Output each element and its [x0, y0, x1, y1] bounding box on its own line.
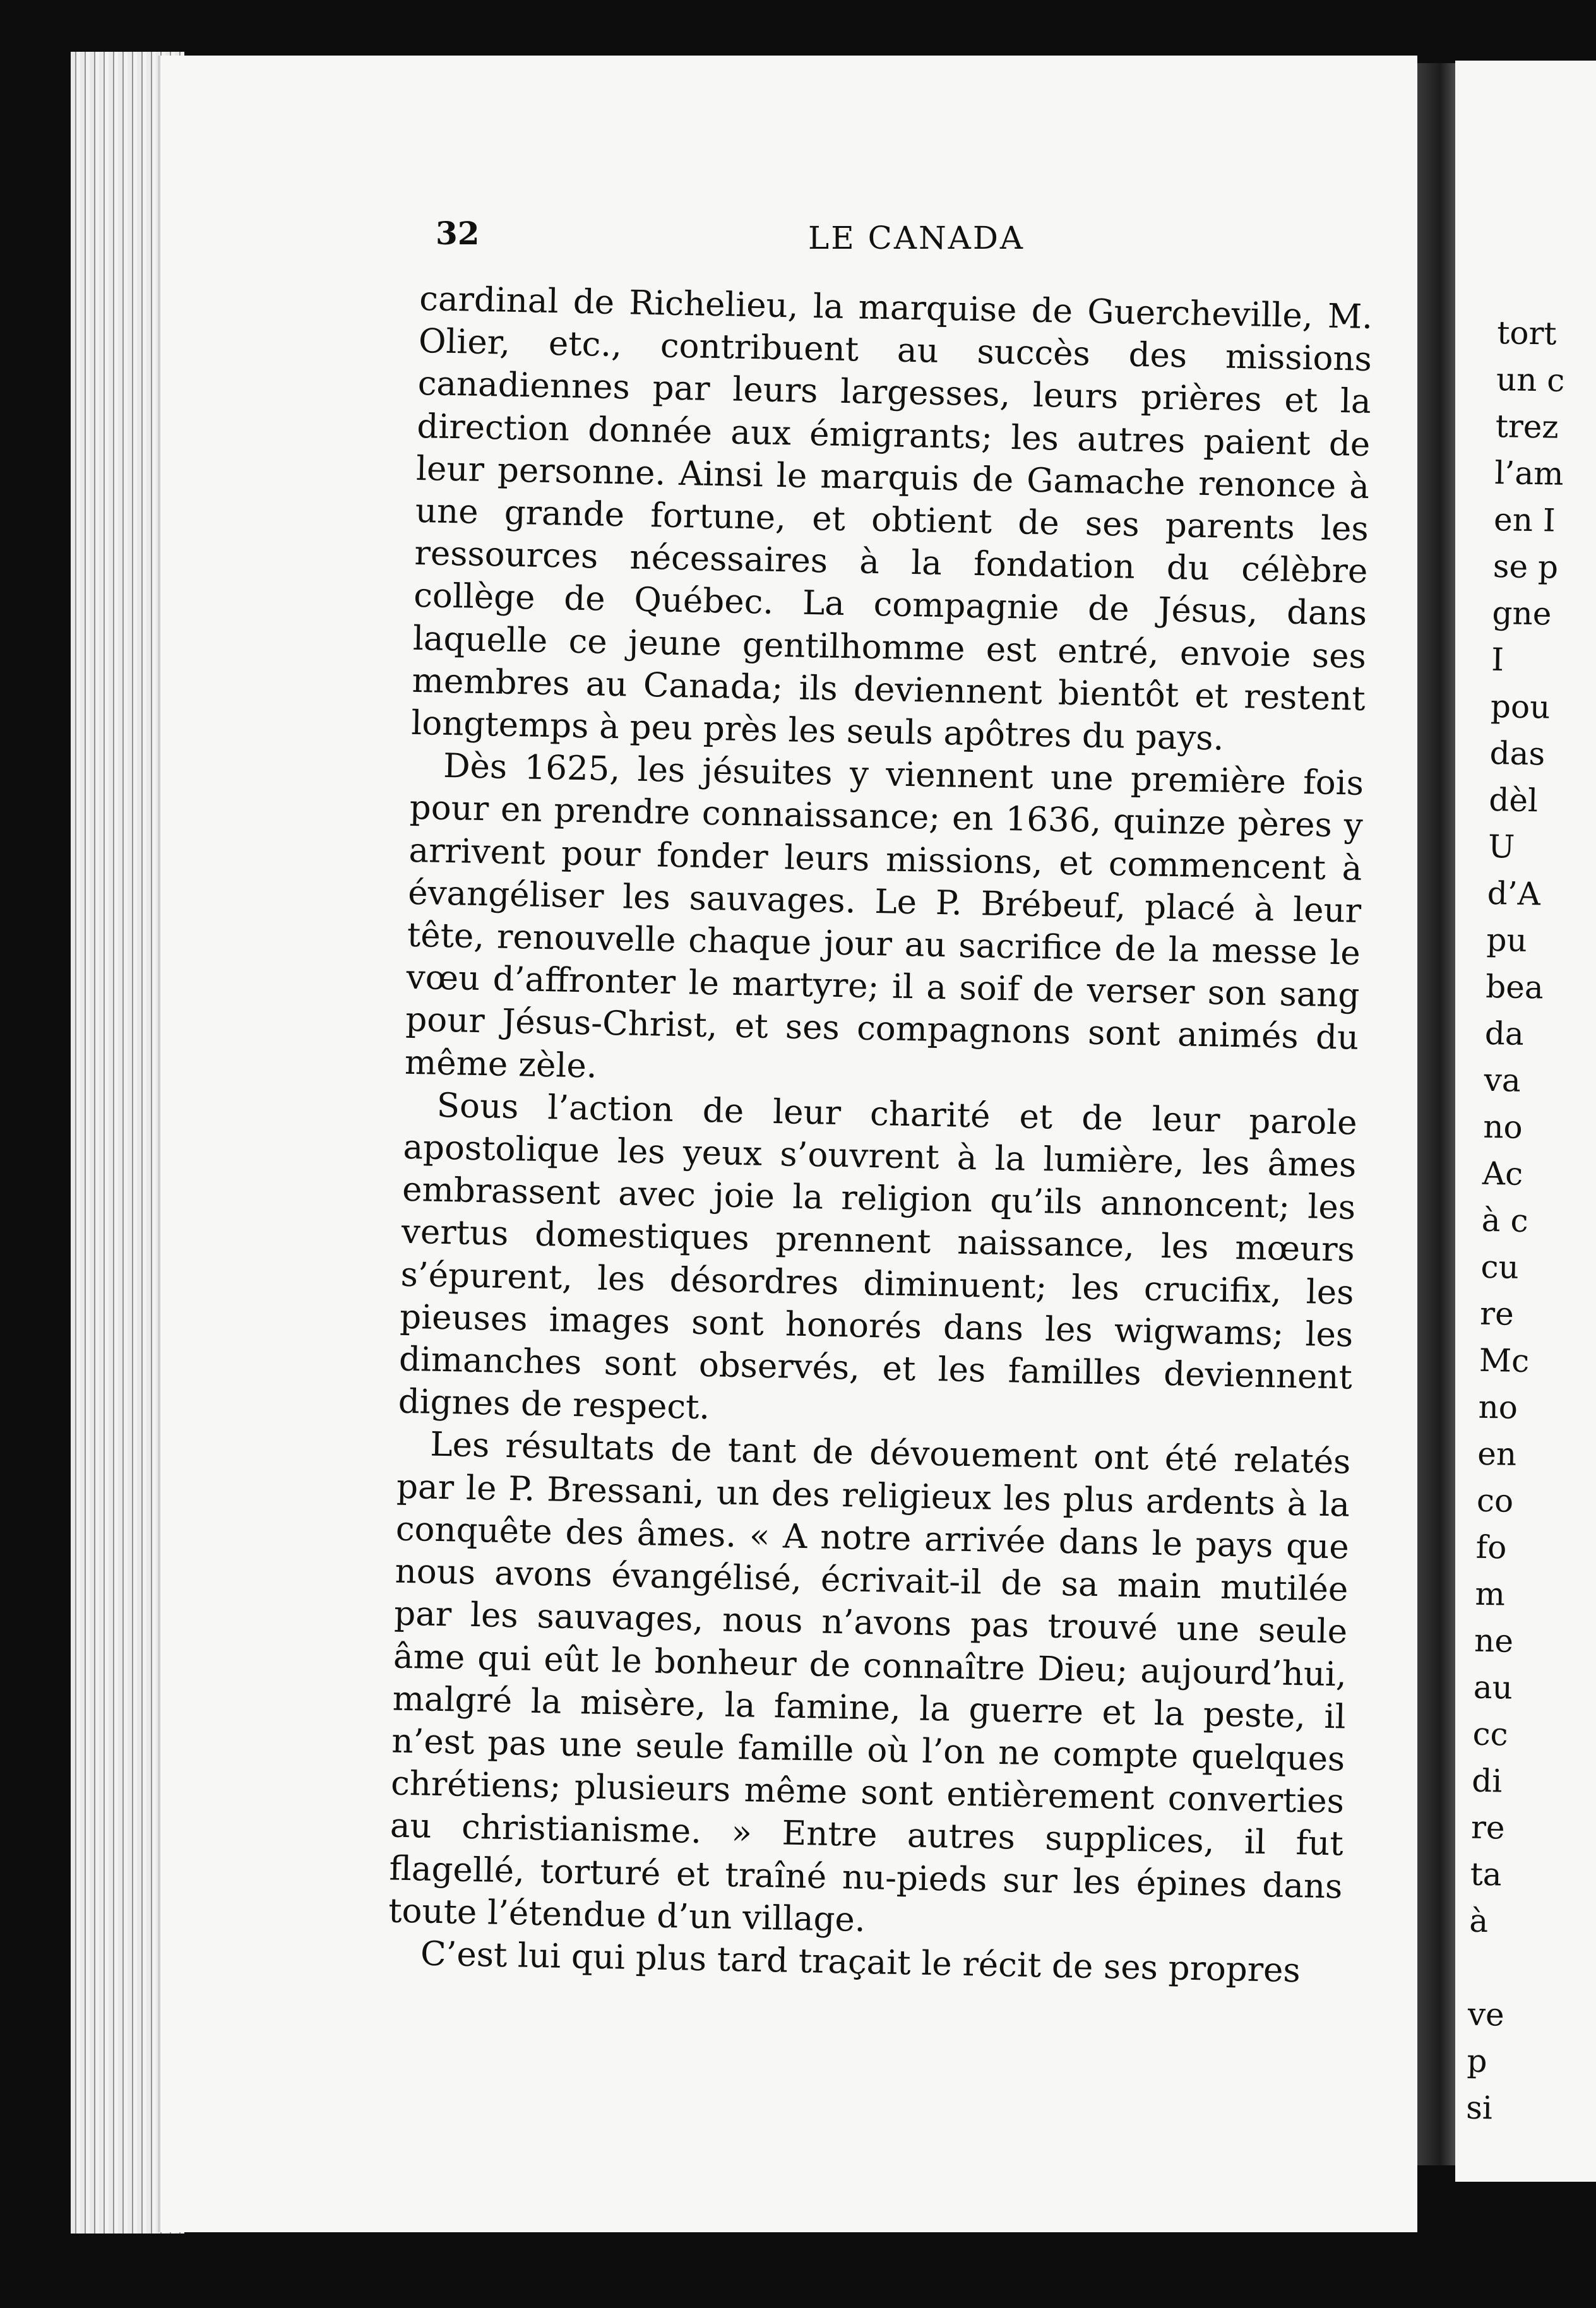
right-page-line: da — [1484, 1014, 1525, 1052]
right-page-line: dèl — [1488, 781, 1539, 819]
paragraph: Les résultats de tant de dévouement ont été relatés par le P. Bressani, un des religieux les plus ardents à la conquête des âmes. « A notre arrivée dans le pays que nous avons évangélisé, écrivait-il de sa main mutilée par les sauvages, nous n’avons pas trouvé une seule âme qui eût le bonheur de connaître Dieu; aujourd’hui, malgré la misère, la famine, la guerre et la peste, il n’est pas une seule famille où l’on ne compte quelques chrétiens; plusieurs même sont entièrement converties au christianisme. » Entre autres supplices, il fut flagellé, torturé et traîné nu-pieds sur les épines dans toute l’étendue d’un village. — [388, 1425, 1351, 1939]
right-page-line: re — [1479, 1295, 1515, 1333]
page-number: 32 — [436, 215, 480, 252]
running-title: LE CANADA — [808, 220, 1025, 256]
right-page-line: no — [1482, 1108, 1523, 1146]
right-page-line — [1468, 1944, 1595, 1993]
right-page-line: se p — [1492, 547, 1559, 586]
right-page-line: au — [1473, 1669, 1513, 1706]
right-page-line: ve — [1467, 1996, 1505, 2033]
book-spine — [1417, 63, 1455, 2165]
right-page-line: un c — [1496, 360, 1565, 399]
right-page-line: m — [1474, 1575, 1506, 1613]
right-page-line: p — [1467, 2042, 1488, 2080]
paragraph: Dès 1625, les jésuites y viennent une première fois pour en prendre connaissance; en 1636, quinze pères y arrivent pour fonder leurs missions, et commencent à évangéliser les sauvages. Le P. Brébeuf, placé à leur tête, renouvelle chaque jour au sacrifice de la messe le vœu d’affronter le martyre; il a soif de verser son sang pour Jésus-Christ, et ses compagnons sont animés du même zèle. — [404, 747, 1364, 1086]
right-page-line: U — [1487, 828, 1515, 866]
body-text — [387, 278, 1373, 1993]
right-page-line: à c — [1481, 1201, 1529, 1240]
right-page-line: cc — [1472, 1715, 1509, 1753]
running-head — [436, 215, 1193, 259]
right-page-line: trez — [1495, 407, 1559, 446]
right-page-line: ne — [1474, 1622, 1514, 1660]
right-page-line: cu — [1480, 1248, 1520, 1286]
right-page-line: fo — [1475, 1528, 1507, 1566]
right-page-line: bea — [1485, 968, 1544, 1006]
right-page-line: si — [1465, 2089, 1493, 2127]
right-page-line: Ac — [1482, 1155, 1523, 1193]
right-page-line: di — [1471, 1762, 1503, 1800]
right-page-line: tort — [1496, 314, 1557, 352]
right-page-line: à — [1468, 1902, 1489, 1940]
paragraph: Sous l’action de leur charité et de leur parole apostolique les yeux s’ouvrent à la lumière, les âmes embrassent avec joie la religion qu’ils annoncent; les vertus domestiques prennent naissance, les mœurs s’épurent, les désordres diminuent; les crucifix, les pieuses images sont honorés dans les wigwams; les dimanches sont observés, et les familles deviennent dignes de respect. — [398, 1086, 1358, 1427]
right-page-line: gne — [1492, 594, 1552, 633]
right-page-line: pu — [1486, 921, 1528, 959]
right-page-line: co — [1476, 1482, 1514, 1520]
right-page-line: va — [1484, 1061, 1522, 1099]
right-page-line: en — [1477, 1435, 1517, 1473]
paragraph: cardinal de Richelieu, la marquise de Guercheville, M. Olier, etc., contribuent au succès des missions canadiennes par leurs largesses, leurs prières et la direction donnée aux émigrants; les autres paient de leur personne. Ainsi le marquis de Gamache renonce à une grande fortune, et obtient de ses parents les ressources nécessaires à la fondation du célèbre collège de Québec. La compagnie de Jésus, dans laquelle ce jeune gentilhomme est entré, envoie ses membres au Canada; ils deviennent bientôt et restent longtemps à peu près les seuls apôtres du pays. — [410, 279, 1373, 758]
right-page-line: ta — [1470, 1855, 1503, 1893]
right-page-line: l’am — [1494, 454, 1564, 492]
right-page-line: I — [1491, 641, 1504, 679]
right-page-line: das — [1489, 734, 1545, 773]
right-page-line: pou — [1490, 687, 1551, 726]
right-page-line: d’A — [1487, 874, 1541, 913]
paragraph: C’est lui qui plus tard traçait le récit de ses propres — [420, 1934, 1301, 1990]
right-page-line: no — [1478, 1388, 1518, 1426]
right-page-line: re — [1470, 1809, 1506, 1847]
right-page-line: Mc — [1479, 1341, 1530, 1380]
right-page-line: en I — [1493, 501, 1556, 539]
